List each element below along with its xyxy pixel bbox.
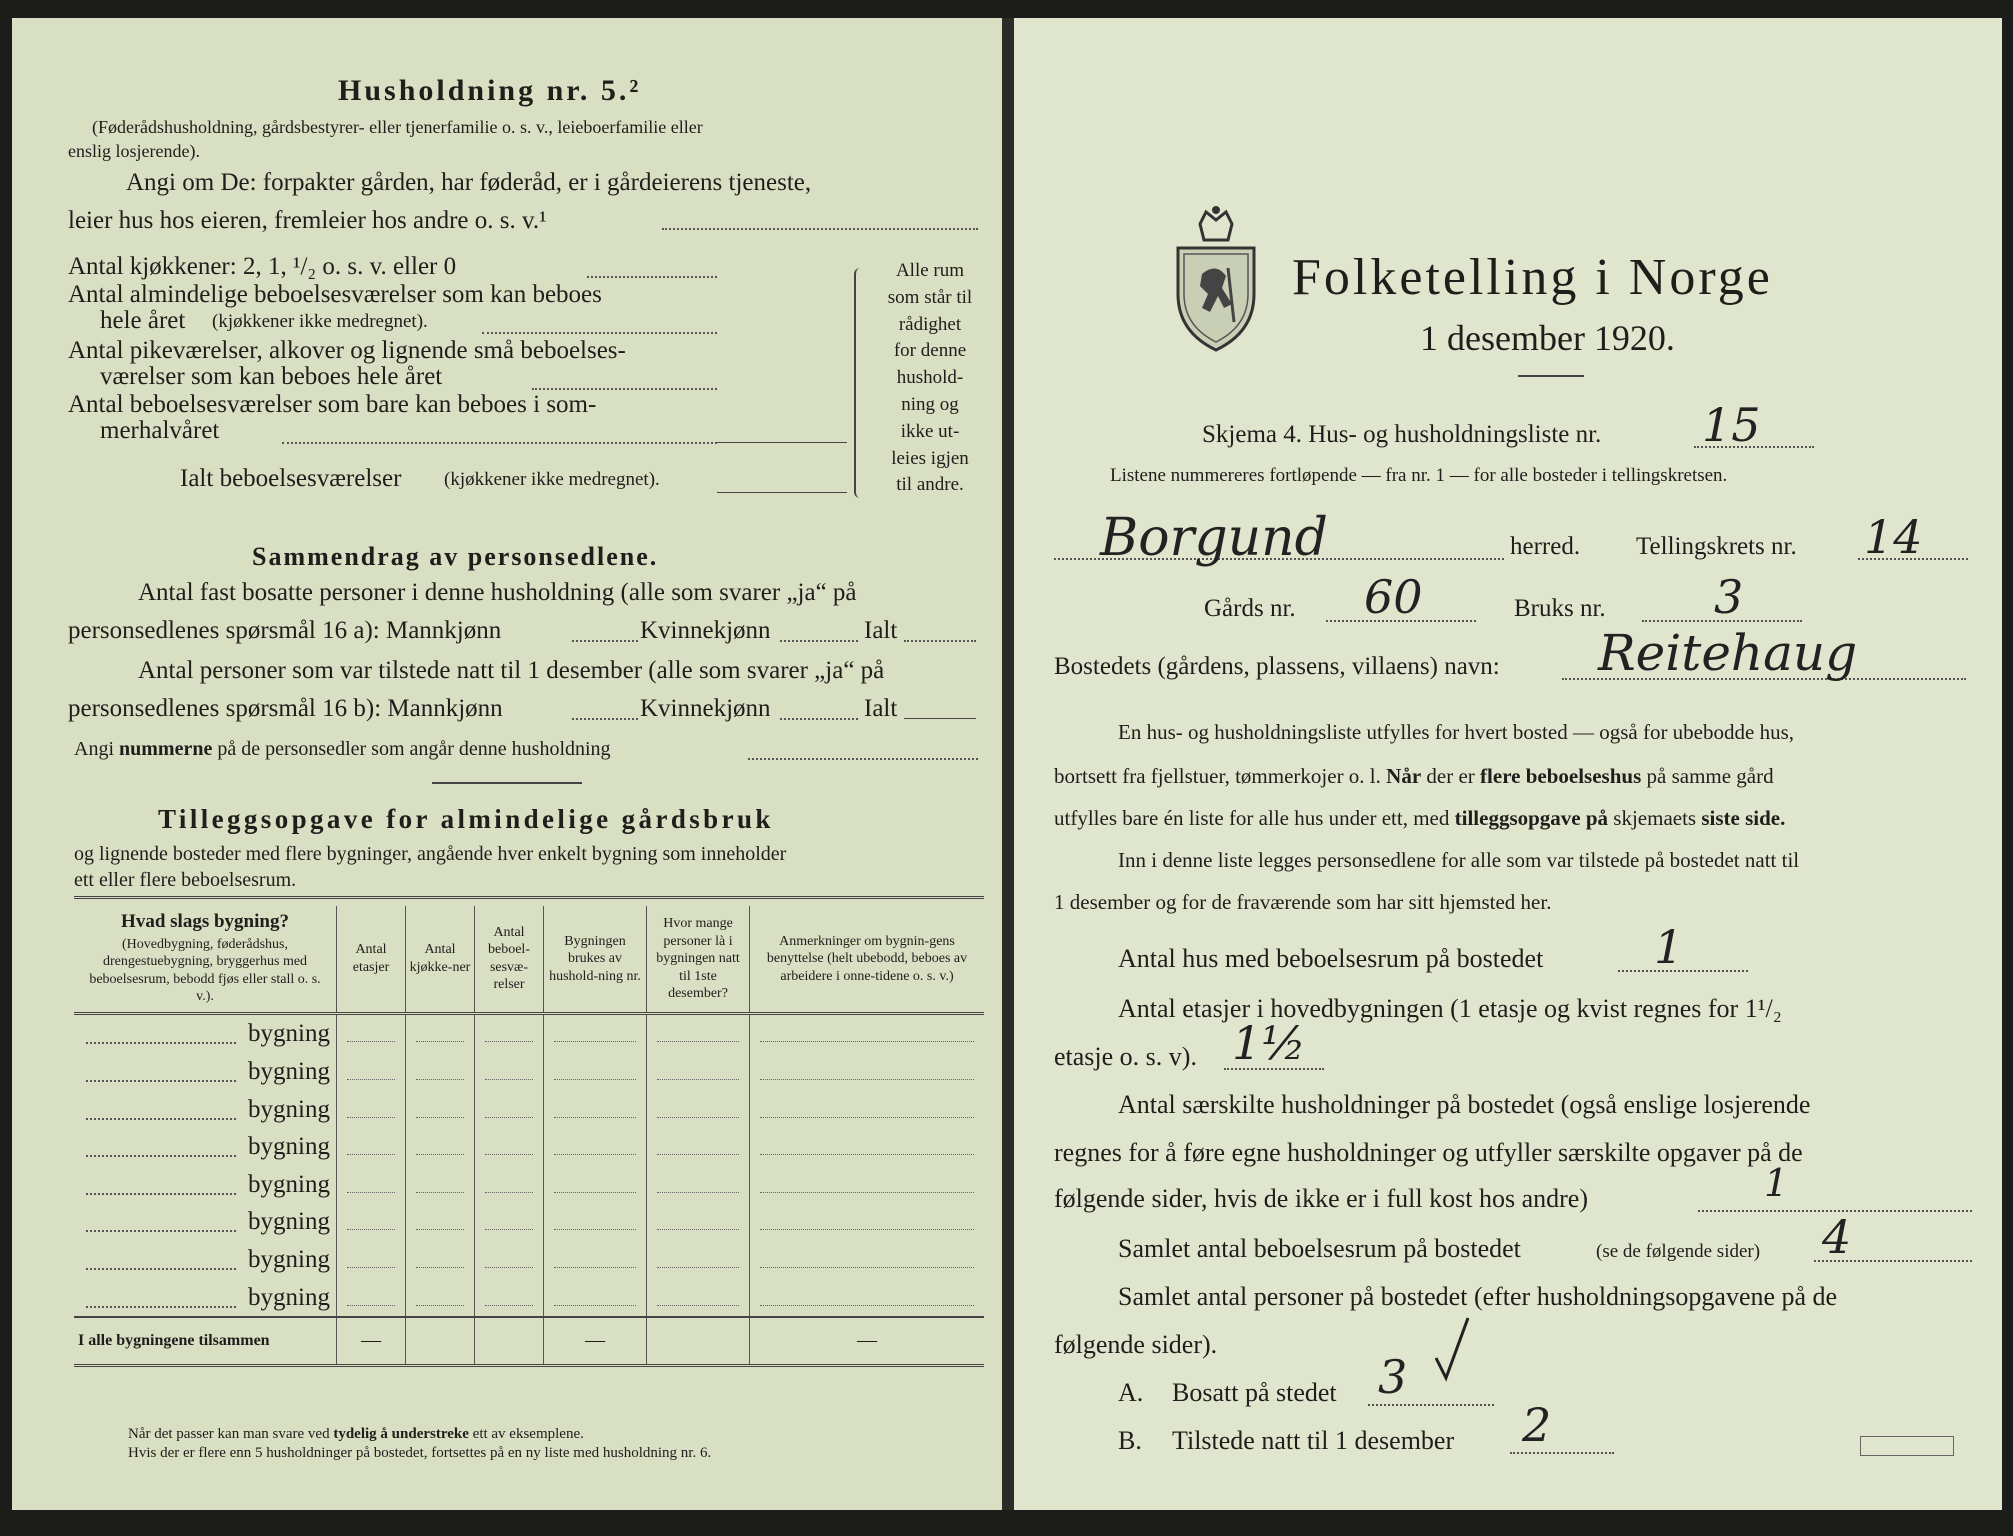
building-row-label: bygning xyxy=(248,1208,330,1236)
building-value-cell[interactable] xyxy=(647,1052,750,1090)
instr-line-3 xyxy=(1054,806,1785,831)
total-cell xyxy=(475,1317,544,1366)
pike-label-1: Antal pikeværelser, alkover og lignende små beboelses- xyxy=(68,337,626,364)
instr-2d: flere beboelseshus xyxy=(1480,764,1642,788)
cell-field-line xyxy=(347,1117,395,1118)
intro-note: (Føderådshusholdning, gårdsbestyrer- eller tjenerfamilie o. s. v., leieboerfamilie eller xyxy=(92,117,703,137)
building-value-cell[interactable] xyxy=(406,1128,475,1166)
side-note-line: ning og xyxy=(901,393,959,415)
col-personer: Hvor mange personer là i bygningen natt til 1ste desember? xyxy=(647,906,750,1013)
kjokkener-dots xyxy=(587,276,717,278)
bruks-value: 3 xyxy=(1714,570,1744,624)
cell-field-line xyxy=(657,1192,739,1193)
col-etasjer: Antal etasjer xyxy=(337,906,406,1013)
tilst-kvinne-label: Kvinnekjønn xyxy=(640,695,771,722)
building-value-cell[interactable] xyxy=(475,1052,544,1090)
gards-label: Gårds nr. xyxy=(1204,595,1296,622)
building-value-cell[interactable] xyxy=(337,1128,406,1166)
summary-heading: Sammendrag av personsedlene. xyxy=(252,542,659,571)
building-value-cell[interactable] xyxy=(475,1128,544,1166)
instr-2a: bortsett fra fjellstuer, tømmerkojer o. l. xyxy=(1054,764,1387,788)
tillegg-heading: Tilleggsopgave for almindelige gårdsbruk xyxy=(158,804,774,834)
tilst-ialt-label: Ialt xyxy=(864,695,898,722)
total-cell: — xyxy=(750,1317,985,1366)
household-title: Husholdning nr. 5.² xyxy=(338,74,642,107)
side-note-line: som står til xyxy=(887,286,973,308)
cell-field-line xyxy=(347,1267,395,1268)
cell-field-line xyxy=(416,1079,464,1080)
cell-field-line xyxy=(554,1041,636,1042)
cell-field-line xyxy=(485,1079,533,1080)
col-bygning-desc: (Hovedbygning, føderådshus, drengestuebygning, bryggerhus med beboelsesrum, bebodd fjøs eller stall o. s. v.). xyxy=(89,936,321,1005)
instr-3d: siste side. xyxy=(1701,806,1786,830)
building-value-cell[interactable] xyxy=(750,1128,985,1166)
footnote-1c: ett av eksemplene. xyxy=(468,1426,584,1442)
angi-a: Angi xyxy=(74,738,119,760)
cell-field-line xyxy=(554,1192,636,1193)
building-value-cell[interactable] xyxy=(647,1013,750,1052)
cell-field-line xyxy=(347,1192,395,1193)
building-type-cell[interactable] xyxy=(74,1165,337,1203)
building-type-field xyxy=(86,1155,236,1157)
alm-label-2-note: (kjøkkener ikke medregnet). xyxy=(212,311,428,332)
rooms-brace xyxy=(854,268,866,498)
building-value-cell[interactable] xyxy=(406,1013,475,1052)
building-row-label: bygning xyxy=(248,1283,330,1311)
skjema-value: 15 xyxy=(1702,398,1761,452)
building-value-cell[interactable] xyxy=(337,1013,406,1052)
building-value-cell[interactable] xyxy=(647,1128,750,1166)
ialt-note: (kjøkkener ikke medregnet). xyxy=(444,469,660,490)
building-value-cell[interactable] xyxy=(647,1278,750,1317)
cell-field-line xyxy=(554,1305,636,1306)
printer-stamp xyxy=(1860,1436,1954,1456)
left-page xyxy=(12,18,1002,1510)
side-note-line: for denne xyxy=(893,340,967,362)
building-value-cell[interactable] xyxy=(544,1203,647,1241)
cell-field-line xyxy=(485,1192,533,1193)
tilstede-field xyxy=(1510,1452,1614,1454)
cell-field-line xyxy=(485,1229,533,1230)
cell-field-line xyxy=(347,1154,395,1155)
building-value-cell[interactable] xyxy=(475,1240,544,1278)
side-note-line: rådighet xyxy=(898,313,962,335)
building-value-cell[interactable] xyxy=(750,1090,985,1128)
building-value-cell[interactable] xyxy=(337,1203,406,1241)
tillegg-sub-2: ett eller flere beboelsesrum. xyxy=(74,869,297,891)
building-value-cell[interactable] xyxy=(647,1203,750,1241)
cell-field-line xyxy=(760,1229,974,1230)
building-value-cell[interactable] xyxy=(406,1278,475,1317)
norway-coat-of-arms-icon xyxy=(1170,204,1262,354)
building-type-cell[interactable] xyxy=(74,1128,337,1166)
cell-field-line xyxy=(347,1041,395,1042)
instr-2c: der er xyxy=(1421,764,1481,788)
side-note-line: til andre. xyxy=(896,474,964,496)
side-note-line: leies igjen xyxy=(891,447,969,469)
samlet-rum-note: (se de følgende sider) xyxy=(1596,1241,1761,1262)
side-note-line: Alle rum xyxy=(895,260,965,281)
building-type-field xyxy=(86,1230,236,1232)
hus-field xyxy=(1618,970,1748,972)
sommer-label-2: merhalvåret xyxy=(100,417,220,444)
cell-field-line xyxy=(760,1079,974,1080)
checkmark-icon xyxy=(1432,1314,1472,1384)
bruks-label: Bruks nr. xyxy=(1514,595,1606,622)
total-label: I alle bygningene tilsammen xyxy=(78,1331,270,1349)
building-type-field xyxy=(86,1080,236,1082)
ialt-answer-line xyxy=(717,492,847,493)
tilst-line-2: personsedlenes spørsmål 16 b): Mannkjønn xyxy=(68,695,503,722)
tilstede-label: Tilstede natt til 1 desember xyxy=(1172,1426,1455,1455)
listene-note: Listene nummereres fortløpende — fra nr. 1 — for alle bosteder i tellingskretsen. xyxy=(1110,465,1728,486)
footnote-2: Hvis der er flere enn 5 husholdninger på bostedet, fortsettes på en ny liste med husholdning nr. 6. xyxy=(128,1445,712,1461)
angi-nummerne-field xyxy=(748,758,978,760)
cell-field-line xyxy=(657,1041,739,1042)
building-table-body xyxy=(74,1013,984,1316)
side-note-line: hushold- xyxy=(896,367,964,389)
cell-field-line xyxy=(657,1305,739,1306)
building-value-cell[interactable] xyxy=(544,1128,647,1166)
building-row-label: bygning xyxy=(248,1245,330,1273)
cell-field-line xyxy=(347,1229,395,1230)
building-type-cell[interactable] xyxy=(74,1278,337,1317)
building-type-field xyxy=(86,1268,236,1270)
cell-field-line xyxy=(554,1079,636,1080)
cell-field-line xyxy=(416,1117,464,1118)
building-value-cell[interactable] xyxy=(406,1203,475,1241)
building-value-cell[interactable] xyxy=(337,1165,406,1203)
hush-line-2: regnes for å føre egne husholdninger og utfyller særskilte opgaver på de xyxy=(1054,1138,1803,1167)
total-cell: — xyxy=(337,1317,406,1366)
building-value-cell[interactable] xyxy=(750,1013,985,1052)
instr-line-2 xyxy=(1054,764,1774,789)
sommer-label-1: Antal beboelsesværelser som bare kan beboes i som- xyxy=(68,391,597,418)
cell-field-line xyxy=(485,1117,533,1118)
building-row xyxy=(74,1165,984,1203)
cell-field-line xyxy=(416,1305,464,1306)
building-row-label: bygning xyxy=(248,1170,330,1198)
etasjer-value: 1½ xyxy=(1232,1016,1306,1070)
building-row xyxy=(74,1052,984,1090)
building-type-field xyxy=(86,1193,236,1195)
cell-field-line xyxy=(554,1229,636,1230)
side-note-line: ikke ut- xyxy=(900,420,960,442)
building-value-cell[interactable] xyxy=(750,1052,985,1090)
building-value-cell[interactable] xyxy=(406,1240,475,1278)
bosatt-letter: A. xyxy=(1118,1378,1144,1407)
etasjer-line-1: Antal etasjer i hovedbygningen (1 etasje og kvist regnes for 1¹/₂ xyxy=(1118,994,1782,1023)
total-cell xyxy=(406,1317,475,1366)
building-type-field xyxy=(86,1042,236,1044)
sommer-answer-line xyxy=(717,442,847,443)
angi-c: på de personsedler som angår denne husholdning xyxy=(212,738,611,760)
hush-line-1: Antal særskilte husholdninger på bostedet (også enslige losjerende xyxy=(1118,1090,1811,1119)
fast-kvinne-field xyxy=(780,640,858,642)
alm-label-1: Antal almindelige beboelsesværelser som kan beboes xyxy=(68,281,602,308)
tilstede-value: 2 xyxy=(1522,1398,1552,1452)
angi-nummerne xyxy=(74,738,611,761)
hush-line-3: følgende sider, hvis de ikke er i full kost hos andre) xyxy=(1054,1184,1588,1213)
instr-3b: tilleggsopgave på xyxy=(1454,806,1609,830)
hush-value: 1 xyxy=(1764,1161,1789,1205)
samlet-rum-label: Samlet antal beboelsesrum på bostedet xyxy=(1118,1234,1521,1263)
col-kjokkener: Antal kjøkke-ner xyxy=(406,906,475,1013)
ialt-label: Ialt beboelsesværelser xyxy=(180,465,402,492)
alm-dots xyxy=(482,332,717,334)
building-type-cell[interactable] xyxy=(74,1090,337,1128)
building-value-cell[interactable] xyxy=(750,1278,985,1317)
cell-field-line xyxy=(554,1154,636,1155)
building-value-cell[interactable] xyxy=(750,1203,985,1241)
col-bygning-title: Hvad slags bygning? xyxy=(121,911,289,932)
cell-field-line xyxy=(657,1154,739,1155)
angi-b: nummerne xyxy=(119,738,213,760)
building-value-cell[interactable] xyxy=(475,1203,544,1241)
cell-field-line xyxy=(554,1267,636,1268)
cell-field-line xyxy=(347,1079,395,1080)
gards-value: 60 xyxy=(1364,570,1423,624)
building-total-row xyxy=(74,1317,984,1366)
cell-field-line xyxy=(485,1305,533,1306)
herred-label: herred. xyxy=(1510,533,1581,560)
fast-ialt-label: Ialt xyxy=(864,617,898,644)
rooms-side-note xyxy=(870,258,990,499)
building-value-cell[interactable] xyxy=(337,1278,406,1317)
building-row xyxy=(74,1128,984,1166)
building-row-label: bygning xyxy=(248,1133,330,1161)
building-row xyxy=(74,1013,984,1052)
instr-line-1: En hus- og husholdningsliste utfylles for hvert bosted — også for ubebodde hus, xyxy=(1118,720,1794,744)
fast-kvinne-label: Kvinnekjønn xyxy=(640,617,771,644)
building-value-cell[interactable] xyxy=(544,1240,647,1278)
instr-2e: på samme gård xyxy=(1641,764,1774,788)
hus-label: Antal hus med beboelsesrum på bostedet xyxy=(1118,944,1544,973)
cell-field-line xyxy=(416,1192,464,1193)
col-husholdning-nr: Bygningen brukes av hushold-ning nr. xyxy=(544,906,647,1013)
tillegg-sub-1: og lignende bosteder med flere bygninger, angående hver enkelt bygning som inneholder xyxy=(74,843,787,865)
building-value-cell[interactable] xyxy=(544,1052,647,1090)
building-value-cell[interactable] xyxy=(544,1165,647,1203)
building-row xyxy=(74,1278,984,1317)
building-value-cell[interactable] xyxy=(750,1240,985,1278)
cell-field-line xyxy=(485,1267,533,1268)
instr-3c: skjemaets xyxy=(1608,806,1702,830)
cell-field-line xyxy=(760,1192,974,1193)
pike-label-2: værelser som kan beboes hele året xyxy=(100,363,443,390)
fast-line-1: Antal fast bosatte personer i denne husholdning (alle som svarer „ja“ på xyxy=(138,579,857,606)
building-row-label: bygning xyxy=(248,1020,330,1048)
herred-value: Borgund xyxy=(1100,508,1328,568)
tilst-kvinne-field xyxy=(780,718,858,720)
building-row xyxy=(74,1090,984,1128)
building-type-cell[interactable] xyxy=(74,1013,337,1052)
building-row xyxy=(74,1240,984,1278)
building-value-cell[interactable] xyxy=(544,1278,647,1317)
col-beboelsesvaerelser: Antal beboel-sesvæ-relser xyxy=(475,906,544,1013)
census-date: 1 desember 1920. xyxy=(1420,318,1675,358)
bosatt-label: Bosatt på stedet xyxy=(1172,1378,1337,1407)
building-value-cell[interactable] xyxy=(544,1090,647,1128)
samlet-rum-value: 4 xyxy=(1822,1210,1852,1264)
total-cell: — xyxy=(544,1317,647,1366)
angi-fill-line xyxy=(662,228,978,230)
sommer-dots xyxy=(282,442,717,444)
building-type-cell[interactable] xyxy=(74,1203,337,1241)
cell-field-line xyxy=(485,1154,533,1155)
building-table-header xyxy=(74,906,984,1013)
instr-3a: utfylles bare én liste for alle hus under ett, med xyxy=(1054,806,1455,830)
footnote-1 xyxy=(128,1426,584,1443)
intro-note-2: enslig losjerende). xyxy=(68,141,200,161)
bosatt-value: 3 xyxy=(1378,1350,1408,1404)
cell-field-line xyxy=(760,1267,974,1268)
samlet-pers-line-1: Samlet antal personer på bostedet (efter husholdningsopgavene på de xyxy=(1118,1282,1838,1311)
angi-line-2: leier hus hos eieren, fremleier hos andre o. s. v.¹ xyxy=(68,207,547,234)
instr-line-4: Inn i denne liste legges personsedlene for alle som var tilstede på bostedet natt til xyxy=(1118,848,1800,872)
building-value-cell[interactable] xyxy=(337,1090,406,1128)
total-label-cell xyxy=(74,1317,337,1366)
footnote-1b: tydelig å understreke xyxy=(333,1426,469,1442)
building-value-cell[interactable] xyxy=(475,1090,544,1128)
right-page xyxy=(1014,18,2002,1510)
cell-field-line xyxy=(760,1154,974,1155)
cell-field-line xyxy=(657,1117,739,1118)
kjokkener-label: Antal kjøkkener: 2, 1, ¹/₂ o. s. v. eller 0 xyxy=(68,253,457,280)
building-value-cell[interactable] xyxy=(647,1240,750,1278)
tilst-ialt-field xyxy=(904,718,976,719)
cell-field-line xyxy=(416,1041,464,1042)
building-type-field xyxy=(86,1118,236,1120)
section-divider xyxy=(432,782,582,784)
cell-field-line xyxy=(554,1117,636,1118)
tilstede-letter: B. xyxy=(1118,1426,1142,1455)
building-value-cell[interactable] xyxy=(750,1165,985,1203)
angi-line-1: Angi om De: forpakter gården, har føderåd, er i gårdeierens tjeneste, xyxy=(126,169,812,196)
etasjer-line-2: etasje o. s. v). xyxy=(1054,1042,1197,1071)
cell-field-line xyxy=(657,1229,739,1230)
hus-value: 1 xyxy=(1654,920,1684,974)
cell-field-line xyxy=(416,1154,464,1155)
building-value-cell[interactable] xyxy=(337,1240,406,1278)
cell-field-line xyxy=(347,1305,395,1306)
cell-field-line xyxy=(416,1229,464,1230)
cell-field-line xyxy=(760,1305,974,1306)
cell-field-line xyxy=(485,1041,533,1042)
building-table xyxy=(74,906,984,1367)
census-title: Folketelling i Norge xyxy=(1292,249,1773,306)
building-value-cell[interactable] xyxy=(406,1090,475,1128)
tellingskrets-label: Tellingskrets nr. xyxy=(1636,533,1797,560)
instr-2b: Når xyxy=(1386,764,1422,788)
building-value-cell[interactable] xyxy=(337,1052,406,1090)
fast-ialt-field xyxy=(904,640,976,642)
cell-field-line xyxy=(760,1041,974,1042)
bosted-label: Bostedets (gårdens, plassens, villaens) navn: xyxy=(1054,653,1500,680)
building-value-cell[interactable] xyxy=(475,1278,544,1317)
cell-field-line xyxy=(657,1267,739,1268)
cell-field-line xyxy=(760,1117,974,1118)
skjema-label: Skjema 4. Hus- og husholdningsliste nr. xyxy=(1202,421,1602,448)
building-value-cell[interactable] xyxy=(475,1165,544,1203)
book-spine xyxy=(1002,18,1014,1510)
building-value-cell[interactable] xyxy=(647,1090,750,1128)
cell-field-line xyxy=(657,1079,739,1080)
building-value-cell[interactable] xyxy=(544,1013,647,1052)
table-top-rule xyxy=(74,896,984,905)
building-value-cell[interactable] xyxy=(475,1013,544,1052)
building-value-cell[interactable] xyxy=(647,1165,750,1203)
alm-label-2: hele året xyxy=(100,307,186,334)
fast-line-2: personsedlenes spørsmål 16 a): Mannkjønn xyxy=(68,617,502,644)
instr-line-5: 1 desember og for de fraværende som har sitt hjemsted her. xyxy=(1054,890,1552,914)
col-anmerkninger: Anmerkninger om bygnin-gens benyttelse (helt ubebodd, beboes av arbeidere i onne-tidene o. s. v.) xyxy=(750,906,985,1013)
title-divider xyxy=(1518,375,1584,377)
samlet-pers-line-2: følgende sider). xyxy=(1054,1330,1218,1359)
tilst-mann-field xyxy=(572,718,638,720)
total-cell xyxy=(647,1317,750,1366)
building-value-cell[interactable] xyxy=(406,1165,475,1203)
tellingskrets-value: 14 xyxy=(1864,510,1923,564)
cell-field-line xyxy=(416,1267,464,1268)
col-bygning xyxy=(74,906,337,1013)
building-value-cell[interactable] xyxy=(406,1052,475,1090)
building-row-label: bygning xyxy=(248,1095,330,1123)
footnote-1a: Når det passer kan man svare ved xyxy=(128,1426,334,1442)
bosted-value: Reitehaug xyxy=(1598,624,1858,682)
building-type-field xyxy=(86,1306,236,1308)
building-type-cell[interactable] xyxy=(74,1052,337,1090)
building-row-label: bygning xyxy=(248,1057,330,1085)
bosatt-field xyxy=(1368,1404,1494,1406)
building-row xyxy=(74,1203,984,1241)
building-type-cell[interactable] xyxy=(74,1240,337,1278)
tilst-line-1: Antal personer som var tilstede natt til 1 desember (alle som svarer „ja“ på xyxy=(138,657,885,684)
fast-mann-field xyxy=(572,640,638,642)
pike-dots xyxy=(532,388,717,390)
